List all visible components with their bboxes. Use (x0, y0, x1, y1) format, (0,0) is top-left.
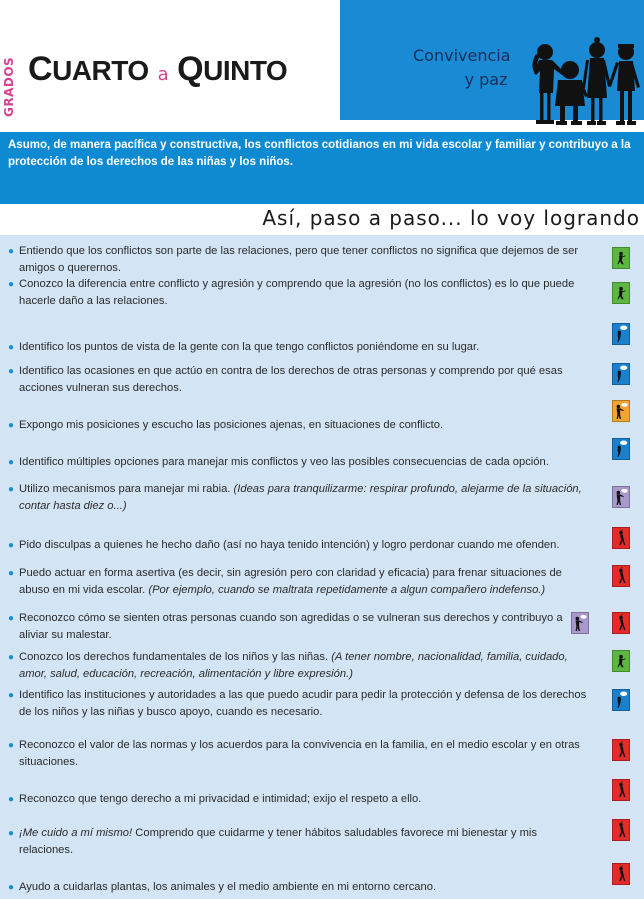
list-item-text (8, 339, 588, 356)
title-connector: a (157, 64, 169, 85)
blue-competency-icon (612, 323, 630, 345)
list-item-body: Pido disculpas a quienes he hecho daño (así no haya tenido intención) y logro perdonar cuando me ofenden. (19, 539, 560, 551)
banner-line-1: Convivencia (413, 46, 511, 65)
bullet-icon: ● (8, 794, 15, 805)
list-item-text (8, 243, 588, 276)
page-title (28, 50, 287, 89)
red-competency-icon (612, 739, 630, 761)
bullet-icon: ● (8, 484, 15, 495)
list-item-text (8, 737, 588, 770)
list-item-text (8, 687, 588, 720)
red-competency-icon (612, 612, 630, 634)
bullet-icon: ● (8, 366, 15, 377)
competency-statement: Asumo, de manera pacífica y constructiva, los conflictos cotidianos en mi vida escolar y familiar y contribuyo a la protección de los derechos de las niñas y los niños. (0, 132, 644, 204)
list-item-text (8, 481, 588, 514)
list-item-text (8, 610, 588, 643)
slogan-row (0, 204, 644, 235)
children-silhouette-icon (530, 36, 644, 126)
orange-competency-icon (612, 400, 630, 422)
list-item-text (8, 825, 588, 858)
list-item-body: Expongo mis posiciones y escucho las posiciones ajenas, en situaciones de conflicto. (19, 419, 444, 431)
bullet-icon: ● (8, 279, 15, 290)
title-initial-c: C (28, 50, 53, 88)
list-item-body: Identifico los puntos de vista de la gente con la que tengo conflictos poniéndome en su lugar. (19, 341, 480, 353)
title-word2-rest: UINTO (203, 55, 288, 86)
list-item-body: Conozco la diferencia entre conflicto y agresión y comprendo que la agresión (no los conflictos) es lo que puede hacerle daño a las relaciones. (19, 278, 575, 307)
list-item-body: Conozco los derechos fundamentales de los niños y las niñas. (19, 651, 329, 663)
banner-line-2: y paz (464, 70, 508, 89)
list-item-text (8, 879, 588, 896)
list-item-text (8, 363, 588, 396)
title-word1-rest: UARTO (52, 55, 149, 86)
bullet-icon: ● (8, 420, 15, 431)
list-item-body: Reconozco cómo se sienten otras personas cuando son agredidas o se vulneran sus derechos y contribuyo a aliviar su malestar. (19, 612, 563, 641)
list-item-body: Identifico las instituciones y autoridades a las que puedo acudir para pedir la protección y defensa de los derechos de los niños y las niñas y busco apoyo, cuando es necesario. (19, 689, 587, 718)
bullet-icon: ● (8, 828, 15, 839)
list-item-note: (Ideas para tranquilizarme: respirar profundo, alejarme de la situación, contar hasta diez o...) (19, 483, 582, 512)
title-initial-q: Q (177, 50, 204, 88)
purple-competency-icon (571, 612, 589, 634)
list-item-body: Utilizo mecanismos para manejar mi rabia. (19, 483, 231, 495)
bullet-icon: ● (8, 613, 15, 624)
list-item-body: Entiendo que los conflictos son parte de las relaciones, pero que tener conflictos no significa que dejemos de ser amigos o querernos. (19, 245, 579, 274)
list-item-italic-lead: ¡Me cuido a mí mismo! (19, 827, 133, 839)
list-item-text (8, 649, 588, 682)
list-item-note: (A tener nombre, nacionalidad, familia, cuidado, amor, salud, educación, recreación, alimentación y libre expresión.) (19, 651, 568, 680)
purple-competency-icon (612, 486, 630, 508)
list-item-body: Identifico las ocasiones en que actúo en contra de los derechos de otras personas y comprendo por qué esas acciones vulneran sus derechos. (19, 365, 563, 394)
list-item-text (8, 565, 588, 598)
red-competency-icon (612, 819, 630, 841)
red-competency-icon (612, 779, 630, 801)
green-competency-icon (612, 247, 630, 269)
bullet-icon: ● (8, 690, 15, 701)
bullet-icon: ● (8, 457, 15, 468)
list-item-body: Identifico múltiples opciones para manejar mis conflictos y veo las posibles consecuencias de cada opción. (19, 456, 549, 468)
bullet-icon: ● (8, 882, 15, 893)
theme-banner (340, 0, 644, 120)
bullet-icon: ● (8, 652, 15, 663)
competency-list (0, 235, 644, 899)
list-item-text (8, 417, 588, 434)
list-item-body: Ayudo a cuidarlas plantas, los animales y el medio ambiente en mi entorno cercano. (19, 881, 437, 893)
list-item-body: Puedo actuar en forma asertiva (es decir, sin agresión pero con claridad y eficacia) para frenar situaciones de abuso en mi vida escolar. (19, 567, 562, 596)
blue-competency-icon (612, 438, 630, 460)
bullet-icon: ● (8, 246, 15, 257)
blue-competency-icon (612, 689, 630, 711)
red-competency-icon (612, 565, 630, 587)
green-competency-icon (612, 282, 630, 304)
banner-title (413, 44, 511, 92)
list-item-text (8, 537, 588, 554)
red-competency-icon (612, 527, 630, 549)
bullet-icon: ● (8, 342, 15, 353)
blue-competency-icon (612, 363, 630, 385)
green-competency-icon (612, 650, 630, 672)
list-item-body: Reconozco el valor de las normas y los acuerdos para la convivencia en la familia, en el medio escolar y en otras situaciones. (19, 739, 580, 768)
list-item-note: (Por ejemplo, cuando se maltrata repetidamente a algun compañero indefenso.) (148, 584, 546, 596)
bullet-icon: ● (8, 568, 15, 579)
bullet-icon: ● (8, 540, 15, 551)
list-item-body: Comprendo que cuidarme y tener hábitos saludables favorece mi bienestar y mis relaciones. (19, 827, 537, 856)
slogan: Así, paso a paso... lo voy logrando (262, 206, 640, 230)
list-item-text (8, 276, 588, 309)
list-item-text (8, 791, 588, 808)
grados-label: GRADOS (2, 56, 16, 118)
list-item-text (8, 454, 588, 471)
list-item-body: Reconozco que tengo derecho a mi privacidad e intimidad; exijo el respeto a ello. (19, 793, 422, 805)
bullet-icon: ● (8, 740, 15, 751)
red-competency-icon (612, 863, 630, 885)
